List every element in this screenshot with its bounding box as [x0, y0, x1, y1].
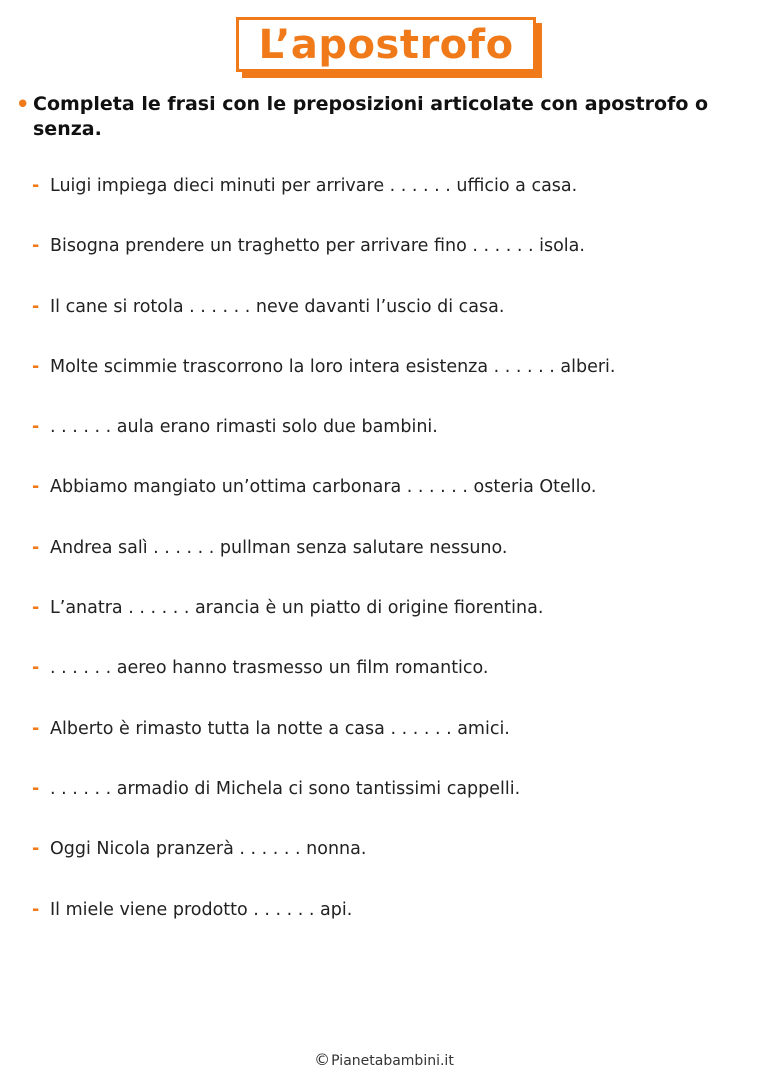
title-box — [236, 17, 536, 72]
sentence-text: Luigi impiega dieci minuti per arrivare . . . . . . ufficio a casa. — [50, 176, 578, 196]
dash-icon: - — [32, 598, 40, 619]
dash-icon: - — [32, 236, 40, 257]
sentence-item — [32, 835, 752, 895]
sentence-text: Andrea salì . . . . . . pullman senza salutare nessuno. — [50, 537, 508, 558]
page-title: L’apostrofo — [258, 21, 514, 68]
sentence-item — [32, 594, 752, 654]
dash-icon: - — [32, 778, 40, 799]
sentence-text: Oggi Nicola pranzerà . . . . . . nonna. — [50, 839, 367, 860]
sentence-item — [32, 896, 752, 956]
sentence-item — [32, 353, 752, 413]
sentence-item — [32, 413, 752, 473]
instruction — [16, 92, 746, 142]
sentence-text: Molte scimmie trascorrono la loro intera esistenza . . . . . . alberi. — [50, 356, 616, 377]
sentence-text: L’anatra . . . . . . arancia è un piatto di origine fiorentina. — [50, 598, 544, 619]
sentence-text: Il miele viene prodotto . . . . . . api. — [50, 899, 353, 920]
sentence-text: Bisogna prendere un traghetto per arrivare fino . . . . . . isola. — [50, 236, 585, 257]
bullet-icon: • — [16, 92, 30, 116]
instruction-text: Completa le frasi con le preposizioni articolate con apostrofo o senza. — [33, 93, 709, 140]
dash-icon: - — [32, 296, 40, 317]
sentence-item — [32, 473, 752, 533]
dash-icon: - — [32, 839, 40, 860]
footer-site: Pianetabambini.it — [331, 1053, 454, 1069]
sentence-text: Il cane si rotola . . . . . . neve davanti l’uscio di casa. — [50, 296, 505, 317]
sentence-list — [32, 172, 752, 956]
sentence-item — [32, 293, 752, 353]
sentence-item — [32, 715, 752, 775]
dash-icon: - — [32, 176, 40, 196]
sentence-text: Abbiamo mangiato un’ottima carbonara . . . . . . osteria Otello. — [50, 477, 597, 498]
dash-icon: - — [32, 718, 40, 739]
footer — [0, 1050, 768, 1069]
sentence-text: . . . . . . aula erano rimasti solo due bambini. — [50, 417, 438, 438]
sentence-text: . . . . . . aereo hanno trasmesso un film romantico. — [50, 658, 489, 679]
sentence-item — [32, 534, 752, 594]
dash-icon: - — [32, 417, 40, 438]
copyright-icon: © — [314, 1050, 331, 1069]
dash-icon: - — [32, 356, 40, 377]
sentence-text: . . . . . . armadio di Michela ci sono tantissimi cappelli. — [50, 778, 521, 799]
dash-icon: - — [32, 658, 40, 679]
dash-icon: - — [32, 537, 40, 558]
sentence-item — [32, 775, 752, 835]
dash-icon: - — [32, 899, 40, 920]
dash-icon: - — [32, 477, 40, 498]
sentence-item — [32, 232, 752, 292]
sentence-item — [32, 172, 752, 232]
sentence-text: Alberto è rimasto tutta la notte a casa . . . . . . amici. — [50, 718, 510, 739]
sentence-item — [32, 654, 752, 714]
